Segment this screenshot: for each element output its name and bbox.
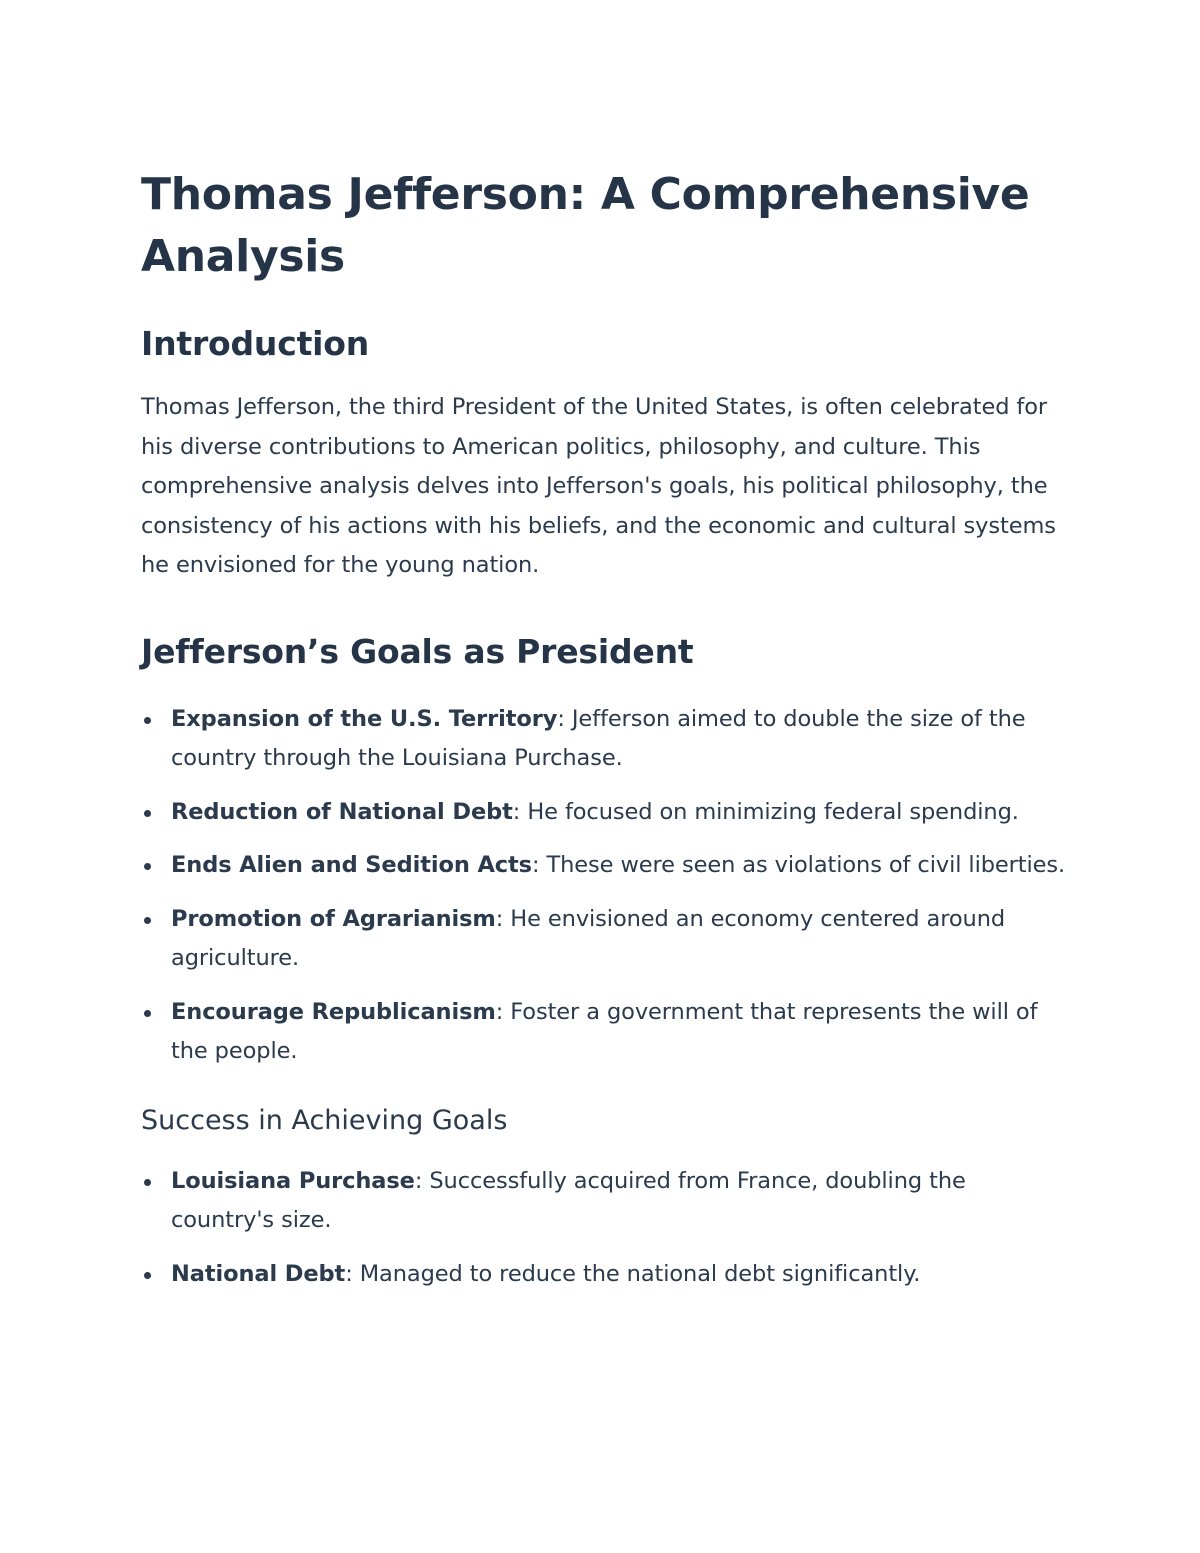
page-title: Thomas Jefferson: A Comprehensive Analysis	[141, 169, 1030, 282]
list-item	[141, 900, 1071, 979]
list-item-text: : He envisioned an economy centered around agriculture.	[171, 905, 1006, 971]
subsection-heading-success: Success in Achieving Goals	[141, 1104, 508, 1136]
list-item-text: : Successfully acquired from France, doubling the country's size.	[171, 1167, 966, 1233]
bullet-icon	[144, 810, 151, 817]
list-item-term: Encourage Republicanism	[171, 998, 496, 1025]
list-item-term: Promotion of Agrarianism	[171, 905, 496, 932]
bullet-icon	[144, 863, 151, 870]
list-item-term: Reduction of National Debt	[171, 798, 513, 825]
list-item-term: National Debt	[171, 1260, 346, 1287]
bullet-icon	[144, 1010, 151, 1017]
bullet-icon	[144, 1272, 151, 1279]
list-item-term: Ends Alien and Sedition Acts	[171, 852, 532, 878]
list-item	[141, 1255, 1071, 1295]
list-item-text: : Jefferson aimed to double the size of the country through the Louisiana Purchase.	[171, 705, 1026, 771]
goals-list	[141, 700, 1071, 1072]
list-item	[141, 700, 1071, 779]
list-item	[141, 993, 1071, 1072]
list-item-text: : Foster a government that represents the will of the people.	[171, 998, 1038, 1064]
bullet-icon	[144, 717, 151, 724]
bullet-icon	[144, 917, 151, 924]
list-item	[141, 793, 1071, 833]
list-item	[141, 846, 1071, 886]
section-heading-introduction: Introduction	[141, 324, 370, 363]
list-item	[141, 1162, 1071, 1241]
list-item-term: Louisiana Purchase	[171, 1167, 415, 1194]
list-item-term: Expansion of the U.S. Territory	[171, 705, 558, 732]
list-item-text: : These were seen as violations of civil liberties.	[531, 852, 1066, 878]
introduction-paragraph: Thomas Jefferson, the third President of the United States, is often celebrated for his diverse contributions to American politics, philosophy, and culture. This comprehensive analysis delves into Jefferson's goals, his political philosophy, the consistency of his actions with his beliefs, and the economic and cultural systems he envisioned for the young nation.	[141, 394, 1056, 578]
success-list	[141, 1162, 1071, 1295]
bullet-icon	[144, 1179, 151, 1186]
list-item-text: : He focused on minimizing federal spending.	[512, 798, 1019, 825]
list-item-text: : Managed to reduce the national debt significantly.	[345, 1260, 921, 1287]
section-heading-goals: Jefferson’s Goals as President	[141, 631, 694, 671]
document-page	[141, 164, 1071, 1308]
